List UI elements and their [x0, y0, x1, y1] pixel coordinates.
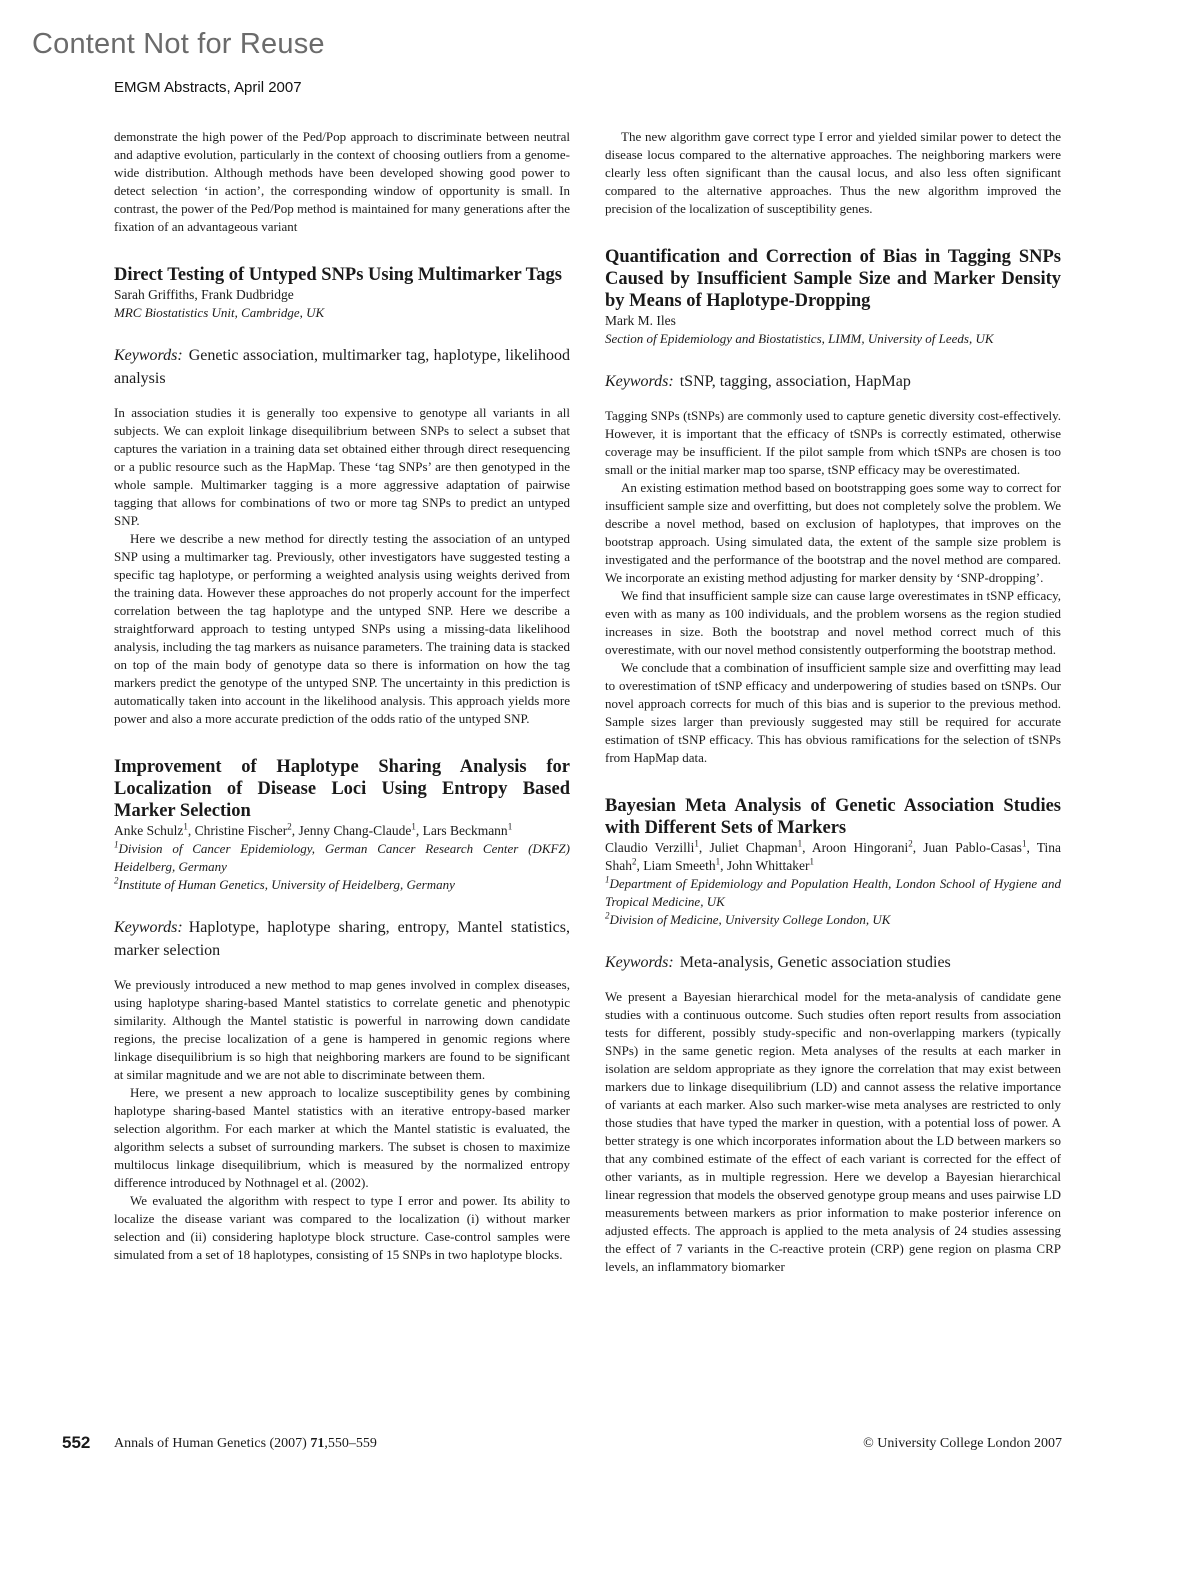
- page-footer: [62, 1433, 1062, 1458]
- abstract-paragraph: Tagging SNPs (tSNPs) are commonly used to capture genetic diversity cost-effectively. However, it is important that the efficacy of tSNPs is correctly estimated, otherwise coverage may be insufficient. If the pilot sample from which tSNPs are chosen is too small or the initial marker map too sparse, tSNP efficacy may be overestimated.: [605, 408, 1061, 477]
- affil-text: Institute of Human Genetics, University of Heidelberg, Germany: [118, 877, 455, 892]
- keywords-text: Meta-analysis, Genetic association studies: [679, 954, 951, 971]
- abstract-keywords: [605, 370, 1061, 393]
- keywords-label: Keywords:: [114, 919, 183, 936]
- abstract-keywords: [114, 344, 570, 390]
- author-name: Aroon Hingorani: [811, 840, 909, 855]
- abstract-title: Improvement of Haplotype Sharing Analysis for Localization of Disease Loci Using Entropy Based Marker Selection: [114, 757, 570, 821]
- affil-marker: 1: [605, 874, 610, 885]
- author-name: Lars Beckmann: [422, 823, 508, 838]
- keywords-text: Genetic association, multimarker tag, haplotype, likelihood analysis: [114, 347, 570, 387]
- abstract-paragraph: We evaluated the algorithm with respect to type I error and power. Its ability to localize the disease variant was compared to the localization (i) without marker selection and (ii) considering haplotype block structure. Case-control samples were simulated from a set of 18 haplotypes, consisting of 15 SNPs in two haplotype blocks.: [114, 1193, 570, 1262]
- abstract-title: Direct Testing of Untyped SNPs Using Multimarker Tags: [114, 265, 562, 285]
- affil-text: Department of Epidemiology and Population Health, London School of Hygiene and Tropical Medicine, UK: [605, 876, 1061, 909]
- journal-citation: [114, 1436, 377, 1452]
- author-affil-marker: 1: [694, 838, 699, 849]
- author-affil-marker: 1: [183, 821, 188, 832]
- abstract-paragraph: We present a Bayesian hierarchical model for the meta-analysis of candidate gene studies with a continuous outcome. Such studies often report results from association tests for different, possibly study-specific and non-overlapping markers (typically SNPs) in the same genetic region. Meta analyses of the results at each marker in isolation are seldom appropriate as they ignore the correlation that may exist between markers due to linkage disequilibrium (LD) and cannot assess the relative importance of variants at each marker. Also such marker-wise meta analyses are restricted to only those studies that have typed the marker in question, with a potential loss of power. A better strategy is one which incorporates information about the LD between markers so that any combined estimate of the effect of each variant is corrected for the effect of other variants, as in multiple regression. Here we develop a Bayesian hierarchical linear regression that models the observed genotype group means and uses pairwise LD measurements between markers as prior information to make posterior inference on adjusted effects. The approach is applied to the meta analysis of 24 studies assessing the effect of 7 variants in the C-reactive protein (CRP) gene region on plasma CRP levels, an inflammatory biomarker: [605, 989, 1061, 1274]
- keywords-label: Keywords:: [605, 373, 674, 390]
- intro-paragraph: demonstrate the high power of the Ped/Pop approach to discriminate between neutral and adaptive evolution, particularly in the context of choosing outliers from a genome-wide distribution. Although methods have been developed showing good power to detect selection ‘in action’, the corresponding window of opportunity is small. In contrast, the power of the Ped/Pop method is maintained for many generations after the fixation of an advantageous variant: [114, 129, 570, 234]
- abstract-authors: Claudio Verzilli$^1$, Juliet Chapman$^1$, Aroon Hingorani$^2$, Juan Pablo-Casas$^1$, Tina Shah$^2$, Liam Smeeth$^1$, John Whittaker$^1$: [605, 838, 1061, 873]
- author-affil-marker: 1: [411, 821, 416, 832]
- abstract-title: Bayesian Meta Analysis of Genetic Association Studies with Different Sets of Markers: [605, 796, 1061, 838]
- affil-text: Division of Cancer Epidemiology, German Cancer Research Center (DKFZ) Heidelberg, Germany: [114, 841, 570, 874]
- author-affil-marker: 1: [715, 856, 721, 867]
- abstract-keywords: [605, 951, 1061, 974]
- abstract-affiliation: [605, 875, 1061, 911]
- abstract-paragraph: In association studies it is generally too expensive to genotype all variants in all subjects. We can exploit linkage disequilibrium between SNPs to select a subset that captures the variation in a training data set obtained either through direct resequencing or a public resource such as the HapMap. These ‘tag SNPs’ are then genotyped in the whole sample. Multimarker tagging is a more aggressive adaptation of pairwise tagging that allows for combinations of two or more tag SNPs to predict an untyped SNP.: [114, 405, 570, 528]
- abstract-paragraph: Here we describe a new method for directly testing the association of an untyped SNP using a multimarker tag. Previously, other investigators have suggested testing a specific tag haplotype, or performing a weighted analysis using weights derived from the training data. However these approaches do not properly account for the imperfect correlation between the tag haplotype and the untyped SNP. Here we describe a straightforward approach to testing untyped SNPs using a missing-data likelihood analysis, including the tag markers as nuisance parameters. The training data is stacked on top of the main body of genotype data so there is information on how the tag markers predict the genotype of the untyped SNP. The uncertainty in this prediction is automatically taken into account in the likelihood analysis. This approach yields more power and also a more accurate prediction of the odds ratio of the untyped SNP.: [114, 531, 570, 726]
- author-name: Liam Smeeth: [643, 858, 716, 873]
- left-column: [114, 128, 570, 1264]
- abstract-affiliation: [605, 911, 1061, 929]
- author-name: Christine Fischer: [194, 823, 288, 838]
- author-name: Claudio Verzilli: [605, 840, 695, 855]
- abstract-affiliation: MRC Biostatistics Unit, Cambridge, UK: [114, 305, 325, 320]
- author-name: Juliet Chapman: [709, 840, 798, 855]
- author-name: Jenny Chang-Claude: [298, 823, 412, 838]
- continuation-paragraph: The new algorithm gave correct type I error and yielded similar power to detect the disease locus compared to the alternative approaches. The neighboring markers were clearly less often significant than the causal locus, and also less often significant compared to the alternative approaches. Thus the new algorithm improved the precision of the localization of susceptibility genes.: [605, 129, 1061, 216]
- author-affil-marker: 1: [809, 856, 814, 867]
- running-head: EMGM Abstracts, April 2007: [114, 79, 302, 96]
- author-name: Anke Schulz: [114, 823, 184, 838]
- abstract-paragraph: Here, we present a new approach to localize susceptibility genes by combining haplotype sharing-based Mantel statistics with an iterative entropy-based marker selection algorithm. For each marker at which the Mantel statistic is evaluated, the algorithm selects a subset of surrounding markers. The subset is chosen to maximize multilocus linkage disequilibrium, which is measured by the normalized entropy difference introduced by Nothnagel et al. (2002).: [114, 1085, 570, 1190]
- abstract-authors: Mark M. Iles: [605, 313, 676, 328]
- affil-marker: 2: [605, 910, 610, 921]
- abstract-authors: Sarah Griffiths, Frank Dudbridge: [114, 287, 294, 302]
- journal-pages: ,550–559: [324, 1436, 377, 1451]
- affil-text: Division of Medicine, University College London, UK: [609, 912, 891, 927]
- abstract-paragraph: An existing estimation method based on bootstrapping goes some way to correct for insufficient sample size and overfitting, but does not completely solve the problem. We describe a novel method, based on exclusion of haplotypes, that improves on the bootstrap approach. Using simulated data, the extent of the sample size problem is investigated and the performance of the bootstrap and the novel method are compared. We incorporate an existing method adjusting for marker density by ‘SNP-dropping’.: [605, 480, 1061, 585]
- affil-marker: 2: [114, 875, 119, 886]
- author-affil-marker: 1: [797, 838, 803, 849]
- affil-marker: 1: [114, 839, 119, 850]
- author-affil-marker: 2: [908, 838, 913, 849]
- keywords-label: Keywords:: [605, 954, 674, 971]
- keywords-label: Keywords:: [114, 347, 183, 364]
- abstract-affiliation: [114, 840, 570, 876]
- author-name: Juan Pablo-Casas: [923, 840, 1022, 855]
- abstract-affiliation: Section of Epidemiology and Biostatistics, LIMM, University of Leeds, UK: [605, 331, 994, 346]
- abstract-paragraph: We conclude that a combination of insufficient sample size and overfitting may lead to overestimation of tSNP efficacy and underpowering of studies based on tSNPs. Our novel approach corrects for much of this bias and is superior to the previous method. Sample sizes larger than previously suggested may still be required for accurate estimation of tSNP efficacy. This has obvious ramifications for the selection of tSNPs from HapMap data.: [605, 660, 1061, 765]
- right-column: [605, 128, 1061, 1276]
- author-name: John Whittaker: [726, 858, 810, 873]
- keywords-text: Haplotype, haplotype sharing, entropy, Mantel statistics, marker selection: [114, 919, 570, 959]
- copyright-notice: © University College London 2007: [863, 1436, 1062, 1451]
- abstract-paragraph: We find that insufficient sample size can cause large overestimates in tSNP efficacy, even with as many as 100 individuals, and the problem worsens as the region studied increases in size. Both the bootstrap and novel method correct much of this overestimate, with our novel method consistently outperforming the bootstrap method.: [605, 588, 1061, 657]
- author-affil-marker: 2: [632, 856, 637, 867]
- abstract-authors: Anke Schulz$^1$, Christine Fischer$^2$, Jenny Chang-Claude$^1$, Lars Beckmann$^1$: [114, 821, 513, 838]
- abstract-title: Quantification and Correction of Bias in Tagging SNPs Caused by Insufficient Sample Size and Marker Density by Means of Haplotype-Dropping: [605, 247, 1061, 311]
- keywords-text: tSNP, tagging, association, HapMap: [679, 373, 911, 390]
- page-number: 552: [62, 1433, 91, 1452]
- abstract-affiliation: [114, 876, 570, 894]
- author-affil-marker: 1: [1021, 838, 1027, 849]
- abstract-keywords: [114, 916, 570, 962]
- author-name: Tina Shah: [605, 840, 1061, 873]
- journal-name: Annals of Human Genetics (2007): [114, 1436, 311, 1451]
- author-affil-marker: 2: [287, 821, 292, 832]
- abstract-paragraph: We previously introduced a new method to map genes involved in complex diseases, using haplotype sharing-based Mantel statistics to correlate genetic and phenotypic similarity. Although the Mantel statistic is powerful in narrowing down candidate regions, the precise localization of a gene is hampered in genomic regions where linkage disequilibrium is so high that neighboring markers are found to be significant at similar magnitude and we are not able to discriminate between them.: [114, 977, 570, 1082]
- journal-volume: 71: [310, 1436, 325, 1451]
- author-affil-marker: 1: [507, 821, 513, 832]
- watermark: Content Not for Reuse: [32, 28, 325, 60]
